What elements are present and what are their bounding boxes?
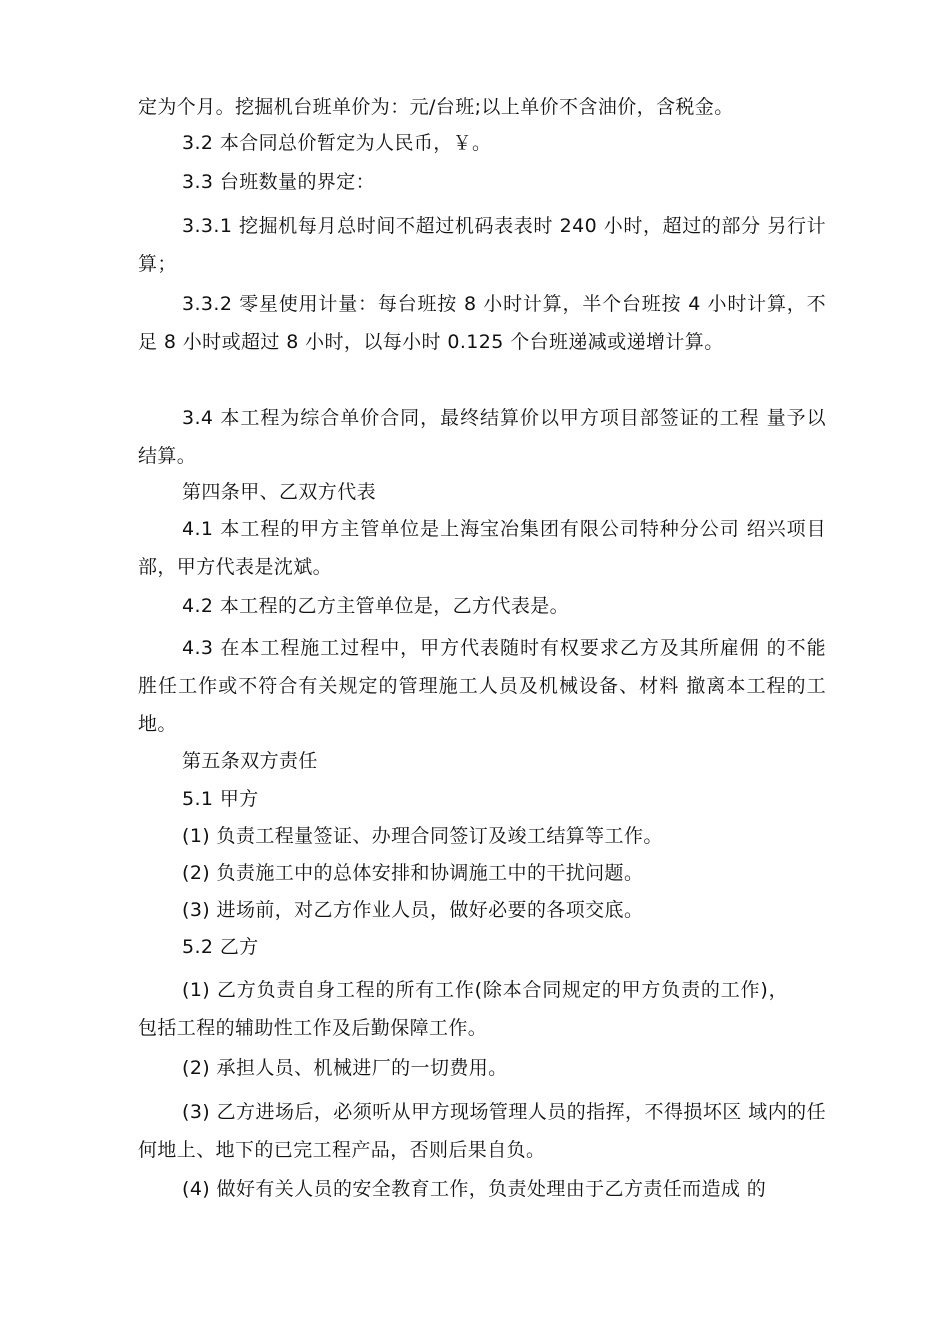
article-4-heading: 第四条甲、乙双方代表: [182, 481, 377, 503]
paragraph-3-3-heading: 3.3 台班数量的界定：: [182, 171, 376, 193]
party-b-item-1: (1) 乙方负责自身工程的所有工作(除本合同规定的甲方负责的工作)，包括工程的辅助性工作及后勤保障工作。: [138, 979, 788, 1039]
paragraph-4-1: 4.1 本工程的甲方主管单位是上海宝冶集团有限公司特种分公司 绍兴项目部，甲方代表是沈斌。: [138, 518, 826, 578]
party-a-item-2: (2) 负责施工中的总体安排和协调施工中的干扰问题。: [182, 862, 644, 884]
paragraph-unit-price: 定为个月。挖掘机台班单价为：元/台班;以上单价不含油价，含税金。: [138, 96, 734, 118]
party-b-item-3: (3) 乙方进场后，必须听从甲方现场管理人员的指挥，不得损坏区 域内的任何地上、地下的已完工程产品，否则后果自负。: [138, 1101, 826, 1161]
section-5-1-heading: 5.1 甲方: [182, 788, 259, 810]
section-5-2-heading: 5.2 乙方: [182, 936, 259, 958]
party-a-item-3: (3) 进场前，对乙方作业人员，做好必要的各项交底。: [182, 899, 644, 921]
paragraph-3-3-2: 3.3.2 零星使用计量：每台班按 8 小时计算，半个台班按 4 小时计算，不足 8 小时或超过 8 小时，以每小时 0.125 个台班递减或递增计算。: [138, 293, 826, 353]
paragraph-3-2-total-price: 3.2 本合同总价暂定为人民币，￥。: [182, 132, 492, 154]
party-a-item-1: (1) 负责工程量签证、办理合同签订及竣工结算等工作。: [182, 825, 663, 847]
paragraph-3-3-1: 3.3.1 挖掘机每月总时间不超过机码表表时 240 小时，超过的部分 另行计算；: [138, 215, 826, 275]
paragraph-4-3: 4.3 在本工程施工过程中，甲方代表随时有权要求乙方及其所雇佣 的不能胜任工作或不符合有关规定的管理施工人员及机械设备、材料 撤离本工程的工地。: [138, 637, 826, 735]
party-b-item-4: (4) 做好有关人员的安全教育工作，负责处理由于乙方责任而造成 的: [182, 1178, 767, 1200]
paragraph-4-2: 4.2 本工程的乙方主管单位是，乙方代表是。: [182, 595, 570, 617]
article-5-heading: 第五条双方责任: [182, 750, 318, 772]
paragraph-3-4: 3.4 本工程为综合单价合同，最终结算价以甲方项目部签证的工程 量予以结算。: [138, 407, 826, 467]
party-b-item-2: (2) 承担人员、机械进厂的一切费用。: [182, 1057, 508, 1079]
